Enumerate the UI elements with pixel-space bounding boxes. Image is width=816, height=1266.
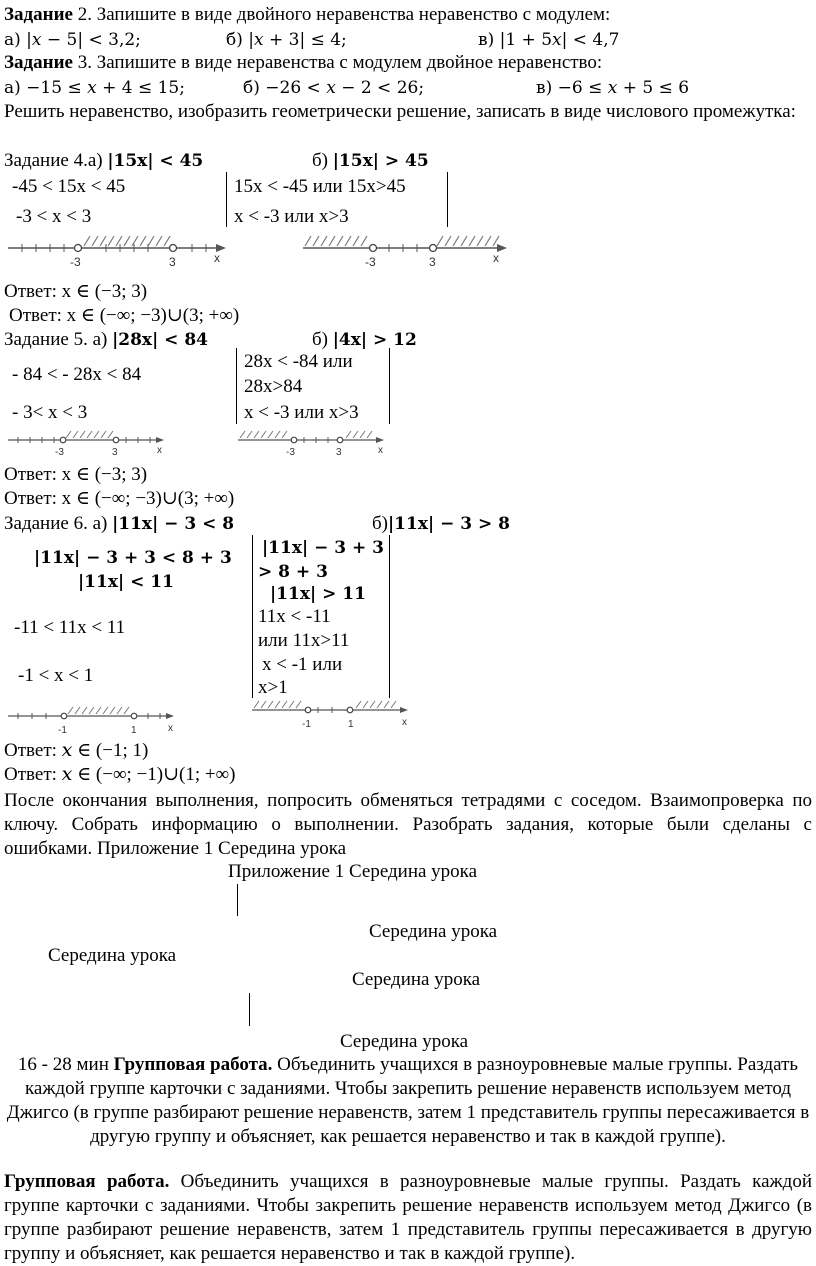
task5-answer-b: Ответ: x ∈ (−∞; −3)∪(3; +∞) xyxy=(4,488,235,509)
task5-alt-3: x < -3 или x>3 xyxy=(244,402,359,423)
task6-alt-2: > 𝟖 + 𝟑 xyxy=(258,562,328,582)
mid-line: Середина урока xyxy=(48,945,177,966)
svg-text:1: 1 xyxy=(348,719,354,730)
arrow-icon xyxy=(376,437,384,443)
task6-step-4: -1 < x < 1 xyxy=(18,665,94,686)
task5-alt-2: 28x>84 xyxy=(244,376,303,397)
svg-text:1: 1 xyxy=(131,725,137,736)
task6-alt-3: |𝟏𝟏𝐱| > 𝟏𝟏 xyxy=(270,584,366,604)
task6-alt-7: x>1 xyxy=(258,677,288,698)
group-work-justified: Групповая работа. Объединить учащихся в разноуровневые малые группы. Раздать каждой группе карточки с заданиями. Чтобы закрепить решение неравенств используем метод Джигсо (в группе разбирают решение неравенств, затем 1 представитель группы пересаживается в другую группу и объясняет, как решается неравенство и так в каждой группе). xyxy=(4,1171,812,1264)
group-work-centered: 16 - 28 мин Групповая работа. Объединить учащихся в разноуровневые малые группы. Раздать каждой группе карточки с заданиями. Чтобы закрепить решение неравенств используем метод Джигсо (в группе разбирают решение неравенств, затем 1 представитель группы пересаживается в другую группу и объясняет, как решается неравенство и так в каждой группе). xyxy=(6,1054,810,1147)
svg-text:x: x xyxy=(157,445,162,456)
divider xyxy=(252,535,253,698)
number-line-inside xyxy=(8,428,173,460)
after-paragraph: После окончания выполнения, попросить обменяться тетрадями с соседом. Взаимопроверка по ключу. Собрать информацию о выполнении. Разобрать задания, которые были сделаны с ошибками. Приложение 1 Середина урока xyxy=(4,790,812,859)
task4-step-2: -3 < x < 3 xyxy=(16,206,92,227)
task3-item-a: а) −15 ≤ 𝑥 + 4 ≤ 15; xyxy=(4,78,185,98)
svg-text:x: x xyxy=(168,723,173,734)
task5-step-2: - 3< x < 3 xyxy=(12,402,88,423)
task5-answer-a: Ответ: x ∈ (−3; 3) xyxy=(4,464,148,485)
divider xyxy=(226,172,227,227)
mid-line: Середина урока xyxy=(352,969,481,990)
svg-text:x: x xyxy=(214,251,220,265)
appendix-line: Приложение 1 Середина урока xyxy=(228,861,478,882)
svg-text:-3: -3 xyxy=(70,255,81,269)
number-line-outside xyxy=(303,232,523,268)
task6-step-2: |𝟏𝟏𝐱| < 𝟏𝟏 xyxy=(78,572,174,592)
mid-line: Середина урока xyxy=(369,921,498,942)
task5-step-1: - 84 < - 28x < 84 xyxy=(12,364,142,385)
svg-text:-3: -3 xyxy=(55,447,64,458)
task6-step-3: -11 < 11x < 11 xyxy=(14,617,126,638)
arrow-icon xyxy=(166,713,174,719)
task6-alt-5: или 11x>11 xyxy=(258,630,350,651)
task4-header-a: Задание 4.а) |𝟏𝟓𝐱| < 𝟒𝟓 xyxy=(4,150,204,171)
number-line-inside xyxy=(8,232,233,268)
svg-text:x: x xyxy=(402,717,407,728)
divider xyxy=(389,348,390,424)
task6-alt-4: 11x < -11 xyxy=(258,606,331,627)
task3-line: Задание 3. Запишите в виде неравенства с модулем двойное неравенство: xyxy=(4,52,603,73)
task6-header-b: б)|𝟏𝟏𝐱| − 𝟑 > 𝟖 xyxy=(372,513,510,534)
task6-alt-1: |𝟏𝟏𝐱| − 𝟑 + 𝟑 xyxy=(262,538,384,558)
divider xyxy=(389,535,390,698)
task4-answer-b: Ответ: x ∈ (−∞; −3)∪(3; +∞) xyxy=(9,305,240,326)
svg-text:-3: -3 xyxy=(365,255,376,269)
task5-header-b: б) |𝟒𝐱| > 𝟏𝟐 xyxy=(312,329,417,350)
task2-item-c: в) |1 + 5𝑥| < 4,7 xyxy=(478,30,620,50)
task6-alt-6: x < -1 или xyxy=(262,654,343,675)
task4-alt-1: 15x < -45 или 15x>45 xyxy=(234,176,406,197)
number-line-outside xyxy=(238,428,398,460)
svg-text:3: 3 xyxy=(169,255,176,269)
svg-text:x: x xyxy=(493,251,499,265)
task3-item-b: б) −26 < 𝑥 − 2 < 26; xyxy=(243,78,425,98)
svg-text:x: x xyxy=(378,445,383,456)
svg-text:3: 3 xyxy=(429,255,436,269)
divider xyxy=(236,348,237,424)
arrow-icon xyxy=(400,707,408,713)
task2-line: Задание 2. Запишите в виде двойного неравенства неравенство с модулем: xyxy=(4,4,611,25)
divider xyxy=(237,884,238,916)
task6-step-1: |𝟏𝟏𝐱| − 𝟑 + 𝟑 < 𝟖 + 𝟑 xyxy=(34,548,232,568)
divider xyxy=(447,172,448,227)
number-line-inside xyxy=(8,704,183,738)
svg-text:-1: -1 xyxy=(58,725,67,736)
task6-answer-b: Ответ: 𝑥 ∈ (−∞; −1)∪(1; +∞) xyxy=(4,764,236,785)
task4-answer-a: Ответ: x ∈ (−3; 3) xyxy=(4,281,148,302)
task4-step-1: -45 < 15x < 45 xyxy=(12,176,126,197)
task5-alt-1: 28x < -84 или xyxy=(244,351,353,372)
mid-line: Середина урока xyxy=(340,1031,469,1052)
task6-answer-a: Ответ: 𝑥 ∈ (−1; 1) xyxy=(4,740,149,761)
instruction: Решить неравенство, изобразить геометрически решение, записать в виде числового промежутка: xyxy=(4,101,796,122)
task5-header-a: Задание 5. а) |𝟐𝟖𝐱| < 𝟖𝟒 xyxy=(4,329,208,350)
svg-text:-1: -1 xyxy=(302,719,311,730)
task2-item-a: а) |𝑥 − 5| < 3,2; xyxy=(4,30,141,50)
svg-text:-3: -3 xyxy=(286,447,295,458)
divider xyxy=(249,993,250,1026)
arrow-icon xyxy=(156,437,164,443)
task6-header-a: Задание 6. а) |𝟏𝟏𝐱| − 𝟑 < 𝟖 xyxy=(4,513,235,534)
task4-header-b: б) |𝟏𝟓𝐱| > 𝟒𝟓 xyxy=(312,150,429,171)
svg-text:3: 3 xyxy=(336,447,342,458)
number-line-outside xyxy=(252,698,417,732)
svg-text:3: 3 xyxy=(112,447,118,458)
task4-alt-2: x < -3 или x>3 xyxy=(234,206,349,227)
task3-item-c: в) −6 ≤ 𝑥 + 5 ≤ 6 xyxy=(536,78,690,98)
task2-item-b: б) |𝑥 + 3| ≤ 4; xyxy=(226,30,347,50)
